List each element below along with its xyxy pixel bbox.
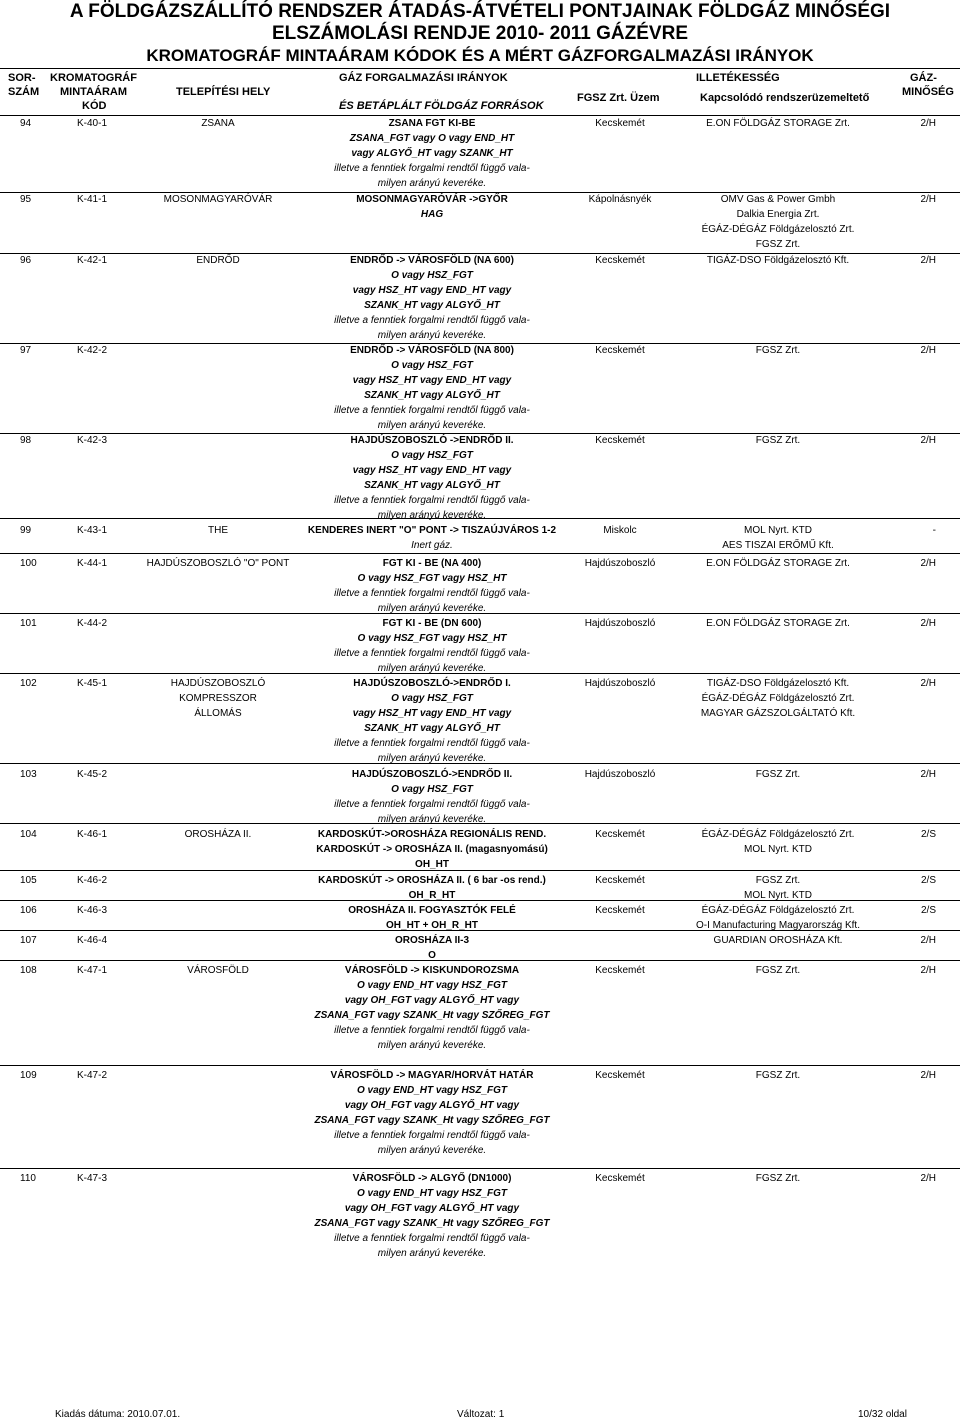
row-gas-direction xyxy=(314,1171,549,1261)
header-minoseg: MINŐSÉG xyxy=(902,86,954,98)
direction-line: O vagy END_HT vagy HSZ_FGT xyxy=(356,1085,508,1096)
direction-line: SZANK_HT vagy ALGYŐ_HT xyxy=(364,480,500,491)
row-fgsz-plant: Kecskemét xyxy=(595,1070,645,1081)
row-operator: FGSZ Zrt. xyxy=(755,875,801,886)
row-separator xyxy=(0,253,960,254)
row-gas-quality: 2/H xyxy=(920,345,936,356)
direction-line: O vagy HSZ_FGT xyxy=(391,450,473,461)
row-fgsz-plant: Kecskemét xyxy=(595,1173,645,1184)
row-gas-quality: 2/H xyxy=(920,935,936,946)
direction-line: vagy ALGYŐ_HT vagy SZANK_HT xyxy=(351,148,513,159)
direction-line: ZSANA_FGT vagy SZANK_Ht vagy SZŐREG_FGT xyxy=(314,1218,550,1229)
row-number: 104 xyxy=(20,829,37,840)
direction-line: illetve a fenntiek forgalmi rendtől függő vala- xyxy=(334,1233,530,1244)
row-fgsz-plant: Kecskemét xyxy=(595,875,645,886)
row-operator: O-I Manufacturing Magyarország Kft. xyxy=(696,920,860,931)
row-operator: AES TISZAI ERŐMŰ Kft. xyxy=(722,540,834,551)
row-site: OROSHÁZA II. xyxy=(184,829,252,840)
direction-line: HAJDÚSZOBOSZLÓ->ENDRŐD II. xyxy=(351,769,513,780)
direction-line: OH_HT + OH_R_HT xyxy=(386,920,478,931)
row-site: ZSANA xyxy=(201,118,235,129)
row-number: 102 xyxy=(20,678,37,689)
row-operator: MOL Nyrt. KTD xyxy=(744,525,812,536)
direction-line: vagy HSZ_HT vagy END_HT vagy xyxy=(352,708,512,719)
row-gas-direction xyxy=(334,556,530,616)
row-number: 103 xyxy=(20,769,37,780)
row-gas-quality: 2/H xyxy=(920,965,936,976)
direction-line: vagy HSZ_HT vagy END_HT vagy xyxy=(352,465,512,476)
row-gas-direction xyxy=(395,933,469,963)
row-gas-quality: 2/H xyxy=(920,118,936,129)
header-kapcsolodo: Kapcsolódó rendszerüzemeltető xyxy=(700,92,870,104)
row-fgsz-plant: Kecskemét xyxy=(595,829,645,840)
row-gas-quality: 2/H xyxy=(920,618,936,629)
row-operator: FGSZ Zrt. xyxy=(755,1173,801,1184)
row-operator: FGSZ Zrt. xyxy=(755,769,801,780)
row-number: 106 xyxy=(20,905,37,916)
direction-line: O vagy END_HT vagy HSZ_FGT xyxy=(356,1188,508,1199)
row-gas-direction xyxy=(316,827,548,872)
row-gas-direction xyxy=(334,343,530,433)
direction-line: milyen arányú keveréke. xyxy=(377,178,487,189)
row-operator: ÉGÁZ-DÉGÁZ Földgázelosztó Zrt. xyxy=(701,693,855,704)
row-chromatograph-code: K-42-3 xyxy=(77,435,108,446)
direction-line: KENDERES INERT "O" PONT -> TISZAÚJVÁROS 1-2 xyxy=(307,525,557,536)
row-separator xyxy=(0,192,960,193)
direction-line: illetve a fenntiek forgalmi rendtől függő vala- xyxy=(334,738,530,749)
header-top-rule xyxy=(0,68,960,69)
row-gas-direction xyxy=(334,676,530,766)
direction-line: O vagy HSZ_FGT xyxy=(391,693,473,704)
direction-line: illetve a fenntiek forgalmi rendtől függő vala- xyxy=(334,799,530,810)
row-gas-direction xyxy=(356,192,508,222)
row-fgsz-plant: Hajdúszoboszló xyxy=(584,618,656,629)
direction-line: HAJDÚSZOBOSZLÓ ->ENDRŐD II. xyxy=(350,435,514,446)
header-gaz-forgalmazasi: GÁZ FORGALMAZÁSI IRÁNYOK xyxy=(339,72,508,84)
direction-line: O vagy HSZ_FGT xyxy=(391,784,473,795)
direction-line: illetve a fenntiek forgalmi rendtől függő vala- xyxy=(334,588,530,599)
row-chromatograph-code: K-44-2 xyxy=(77,618,108,629)
row-chromatograph-code: K-47-2 xyxy=(77,1070,108,1081)
direction-line: Inert gáz. xyxy=(411,540,453,551)
row-gas-quality: 2/H xyxy=(920,194,936,205)
header-mintaaram: MINTAÁRAM xyxy=(60,86,128,98)
direction-line: FGT KI - BE (NA 400) xyxy=(382,558,482,569)
footer-version: Változat: 1 xyxy=(457,1409,505,1420)
direction-line: SZANK_HT vagy ALGYŐ_HT xyxy=(364,723,500,734)
direction-line: milyen arányú keveréke. xyxy=(377,510,487,521)
row-number: 100 xyxy=(20,558,37,569)
direction-line: milyen arányú keveréke. xyxy=(377,663,487,674)
row-gas-quality: 2/H xyxy=(920,678,936,689)
direction-line: O vagy HSZ_FGT vagy HSZ_HT xyxy=(357,573,507,584)
direction-line: vagy HSZ_HT vagy END_HT vagy xyxy=(352,375,512,386)
row-operator: Dalkia Energia Zrt. xyxy=(736,209,820,220)
direction-line: O vagy END_HT vagy HSZ_FGT xyxy=(356,980,508,991)
direction-line: vagy OH_FGT vagy ALGYŐ_HT vagy xyxy=(344,1203,520,1214)
row-chromatograph-code: K-46-4 xyxy=(77,935,108,946)
row-separator xyxy=(0,900,960,901)
row-number: 96 xyxy=(20,255,32,266)
direction-line: O vagy HSZ_FGT xyxy=(391,360,473,371)
row-chromatograph-code: K-40-1 xyxy=(77,118,108,129)
header-szam: SZÁM xyxy=(8,86,40,98)
direction-line: vagy OH_FGT vagy ALGYŐ_HT vagy xyxy=(344,1100,520,1111)
direction-line: illetve a fenntiek forgalmi rendtől függő vala- xyxy=(334,163,530,174)
direction-line: illetve a fenntiek forgalmi rendtől függő vala- xyxy=(334,648,530,659)
row-operator: ÉGÁZ-DÉGÁZ Földgázelosztó Zrt. xyxy=(701,905,855,916)
direction-line: vagy HSZ_HT vagy END_HT vagy xyxy=(352,285,512,296)
direction-line: milyen arányú keveréke. xyxy=(377,330,487,341)
row-chromatograph-code: K-47-3 xyxy=(77,1173,108,1184)
row-chromatograph-code: K-45-2 xyxy=(77,769,108,780)
direction-line: milyen arányú keveréke. xyxy=(377,603,487,614)
direction-line: VÁROSFÖLD -> KISKUNDOROZSMA xyxy=(344,965,520,976)
direction-line: HAJDÚSZOBOSZLÓ->ENDRŐD I. xyxy=(353,678,511,689)
direction-line: KARDOSKÚT->OROSHÁZA REGIONÁLIS REND. xyxy=(317,829,547,840)
row-operator: TIGÁZ-DSO Földgázelosztó Kft. xyxy=(706,255,850,266)
row-operator: ÉGÁZ-DÉGÁZ Földgázelosztó Zrt. xyxy=(701,224,855,235)
row-chromatograph-code: K-46-3 xyxy=(77,905,108,916)
row-chromatograph-code: K-44-1 xyxy=(77,558,108,569)
row-operator: MOL Nyrt. KTD xyxy=(744,844,812,855)
row-number: 108 xyxy=(20,965,37,976)
row-gas-direction xyxy=(314,963,549,1053)
row-gas-direction xyxy=(334,433,530,523)
row-operator: MAGYAR GÁZSZOLGÁLTATÓ Kft. xyxy=(700,708,856,719)
row-gas-quality: 2/H xyxy=(920,435,936,446)
row-gas-quality: 2/H xyxy=(920,1070,936,1081)
row-operator: FGSZ Zrt. xyxy=(755,435,801,446)
row-operator: FGSZ Zrt. xyxy=(755,1070,801,1081)
direction-line: HAG xyxy=(420,209,444,220)
row-chromatograph-code: K-47-1 xyxy=(77,965,108,976)
row-site: VÁROSFÖLD xyxy=(187,965,249,976)
direction-line: OROSHÁZA II-3 xyxy=(394,935,470,946)
direction-line: O vagy HSZ_FGT vagy HSZ_HT xyxy=(357,633,507,644)
header-illetekesseg: ILLETÉKESSÉG xyxy=(696,72,780,84)
row-number: 99 xyxy=(20,525,32,536)
row-operator: GUARDIAN OROSHÁZA Kft. xyxy=(713,935,843,946)
direction-line: ZSANA_FGT vagy SZANK_Ht vagy SZŐREG_FGT xyxy=(314,1010,550,1021)
row-fgsz-plant: Hajdúszoboszló xyxy=(584,558,656,569)
page-title-line-2: ELSZÁMOLÁSI RENDJE 2010- 2011 GÁZÉVRE xyxy=(271,23,688,44)
row-separator xyxy=(0,1065,960,1066)
row-gas-direction xyxy=(348,903,516,933)
direction-line: milyen arányú keveréke. xyxy=(377,753,487,764)
row-separator xyxy=(0,433,960,434)
row-number: 110 xyxy=(20,1173,36,1184)
row-number: 107 xyxy=(20,935,37,946)
header-fgsz-uzem: FGSZ Zrt. Üzem xyxy=(577,92,660,104)
row-separator xyxy=(0,613,960,614)
direction-line: milyen arányú keveréke. xyxy=(377,1248,487,1259)
row-site: KOMPRESSZOR xyxy=(179,693,257,704)
row-number: 101 xyxy=(20,618,37,629)
row-chromatograph-code: K-45-1 xyxy=(77,678,108,689)
row-site: HAJDÚSZOBOSZLÓ xyxy=(170,678,266,689)
header-forrasok: ÉS BETÁPLÁLT FÖLDGÁZ FORRÁSOK xyxy=(339,100,544,112)
row-fgsz-plant: Kápolnásnyék xyxy=(588,194,652,205)
row-separator xyxy=(0,673,960,674)
direction-line: illetve a fenntiek forgalmi rendtől függő vala- xyxy=(334,1130,530,1141)
direction-line: SZANK_HT vagy ALGYŐ_HT xyxy=(364,300,500,311)
row-separator xyxy=(0,960,960,961)
row-chromatograph-code: K-46-1 xyxy=(77,829,108,840)
row-operator: FGSZ Zrt. xyxy=(755,239,801,250)
row-separator xyxy=(0,553,960,554)
row-fgsz-plant: Miskolc xyxy=(603,525,637,536)
row-chromatograph-code: K-41-1 xyxy=(77,194,108,205)
direction-line: milyen arányú keveréke. xyxy=(377,1040,487,1051)
header-kromatograf: KROMATOGRÁF xyxy=(50,72,137,84)
row-site: ÁLLOMÁS xyxy=(194,708,242,719)
direction-line: OH_R_HT xyxy=(408,890,456,901)
direction-line: ZSANA FGT KI-BE xyxy=(388,118,476,129)
row-fgsz-plant: Kecskemét xyxy=(595,118,645,129)
row-number: 97 xyxy=(20,345,32,356)
row-operator: E.ON FÖLDGÁZ STORAGE Zrt. xyxy=(706,618,850,629)
row-operator: E.ON FÖLDGÁZ STORAGE Zrt. xyxy=(706,118,850,129)
direction-line: SZANK_HT vagy ALGYŐ_HT xyxy=(364,390,500,401)
row-chromatograph-code: K-43-1 xyxy=(77,525,108,536)
row-separator xyxy=(0,823,960,824)
row-site: ENDRŐD xyxy=(196,255,240,266)
row-operator: OMV Gas & Power Gmbh xyxy=(720,194,836,205)
row-fgsz-plant: Kecskemét xyxy=(595,965,645,976)
row-operator: ÉGÁZ-DÉGÁZ Földgázelosztó Zrt. xyxy=(701,829,855,840)
header-telepitesi-hely: TELEPÍTÉSI HELY xyxy=(176,86,271,98)
direction-line: KARDOSKÚT -> OROSHÁZA II. ( 6 bar -os rend.) xyxy=(318,875,546,886)
row-gas-quality: 2/S xyxy=(920,829,936,840)
row-chromatograph-code: K-42-1 xyxy=(77,255,108,266)
direction-line: milyen arányú keveréke. xyxy=(377,420,487,431)
row-gas-direction xyxy=(334,253,530,343)
row-gas-direction xyxy=(334,116,530,191)
row-fgsz-plant: Hajdúszoboszló xyxy=(584,678,656,689)
row-gas-quality: 2/H xyxy=(920,255,936,266)
row-gas-quality: - xyxy=(932,525,936,536)
row-fgsz-plant: Kecskemét xyxy=(595,345,645,356)
row-separator xyxy=(0,343,960,344)
direction-line: OH_HT xyxy=(415,859,449,870)
row-number: 95 xyxy=(20,194,32,205)
row-operator: FGSZ Zrt. xyxy=(755,345,801,356)
row-number: 94 xyxy=(20,118,32,129)
direction-line: OROSHÁZA II. FOGYASZTÓK FELÉ xyxy=(348,905,516,916)
row-gas-quality: 2/S xyxy=(920,905,936,916)
page-title-line-1: A FÖLDGÁZSZÁLLÍTÓ RENDSZER ÁTADÁS-ÁTVÉTELI PONTJAINAK FÖLDGÁZ MINŐSÉGI xyxy=(69,1,891,22)
row-separator xyxy=(0,763,960,764)
footer-issue-date: Kiadás dátuma: 2010.07.01. xyxy=(55,1409,181,1420)
direction-line: VÁROSFÖLD -> ALGYŐ (DN1000) xyxy=(352,1173,512,1184)
direction-line: illetve a fenntiek forgalmi rendtől függő vala- xyxy=(334,405,530,416)
direction-line: illetve a fenntiek forgalmi rendtől függő vala- xyxy=(334,315,530,326)
row-gas-direction xyxy=(318,873,546,903)
footer-page-number: 10/32 oldal xyxy=(858,1409,907,1420)
row-gas-quality: 2/H xyxy=(920,558,936,569)
direction-line: illetve a fenntiek forgalmi rendtől függő vala- xyxy=(334,495,530,506)
row-number: 105 xyxy=(20,875,37,886)
row-separator xyxy=(0,518,960,519)
row-number: 98 xyxy=(20,435,32,446)
direction-line: MOSONMAGYARÓVÁR ->GYŐR xyxy=(356,194,508,205)
direction-line: O xyxy=(428,950,436,961)
row-operator: MOL Nyrt. KTD xyxy=(744,890,812,901)
row-operator: TIGÁZ-DSO Földgázelosztó Kft. xyxy=(706,678,850,689)
row-gas-direction xyxy=(314,1068,549,1158)
row-separator xyxy=(0,1168,960,1169)
direction-line: VÁROSFÖLD -> MAGYAR/HORVÁT HATÁR xyxy=(330,1070,534,1081)
row-number: 109 xyxy=(20,1070,37,1081)
row-operator: FGSZ Zrt. xyxy=(755,965,801,976)
direction-line: illetve a fenntiek forgalmi rendtől függő vala- xyxy=(334,1025,530,1036)
row-gas-direction xyxy=(334,616,530,676)
row-separator xyxy=(0,870,960,871)
page-title-line-3: KROMATOGRÁF MINTAÁRAM KÓDOK ÉS A MÉRT GÁZFORGALMAZÁSI IRÁNYOK xyxy=(146,46,814,65)
row-site: THE xyxy=(208,525,228,536)
direction-line: KARDOSKÚT -> OROSHÁZA II. (magasnyomású) xyxy=(316,844,548,855)
row-gas-direction xyxy=(308,523,556,553)
row-operator: E.ON FÖLDGÁZ STORAGE Zrt. xyxy=(706,558,850,569)
row-fgsz-plant: Kecskemét xyxy=(595,435,645,446)
direction-line: milyen arányú keveréke. xyxy=(377,814,487,825)
row-gas-quality: 2/H xyxy=(920,769,936,780)
direction-line: ZSANA_FGT vagy SZANK_Ht vagy SZŐREG_FGT xyxy=(314,1115,550,1126)
row-fgsz-plant: Kecskemét xyxy=(595,255,645,266)
row-chromatograph-code: K-42-2 xyxy=(77,345,108,356)
header-sor: SOR- xyxy=(8,72,36,84)
row-gas-quality: 2/S xyxy=(920,875,936,886)
row-fgsz-plant: Hajdúszoboszló xyxy=(584,769,656,780)
row-site: MOSONMAGYARÓVÁR xyxy=(163,194,273,205)
direction-line: O vagy HSZ_FGT xyxy=(391,270,473,281)
row-site: HAJDÚSZOBOSZLÓ "O" PONT xyxy=(146,558,290,569)
row-fgsz-plant: Kecskemét xyxy=(595,905,645,916)
direction-line: vagy OH_FGT vagy ALGYŐ_HT vagy xyxy=(344,995,520,1006)
direction-line: ZSANA_FGT vagy O vagy END_HT xyxy=(349,133,515,144)
direction-line: ENDRŐD -> VÁROSFÖLD (NA 600) xyxy=(350,255,514,266)
row-gas-direction xyxy=(334,767,530,827)
row-separator xyxy=(0,930,960,931)
direction-line: ENDRŐD -> VÁROSFÖLD (NA 800) xyxy=(350,345,514,356)
direction-line: milyen arányú keveréke. xyxy=(377,1145,487,1156)
header-gaz: GÁZ- xyxy=(910,72,937,84)
direction-line: FGT KI - BE (DN 600) xyxy=(382,618,482,629)
row-gas-quality: 2/H xyxy=(920,1173,936,1184)
header-kod: KÓD xyxy=(82,100,107,112)
row-chromatograph-code: K-46-2 xyxy=(77,875,108,886)
